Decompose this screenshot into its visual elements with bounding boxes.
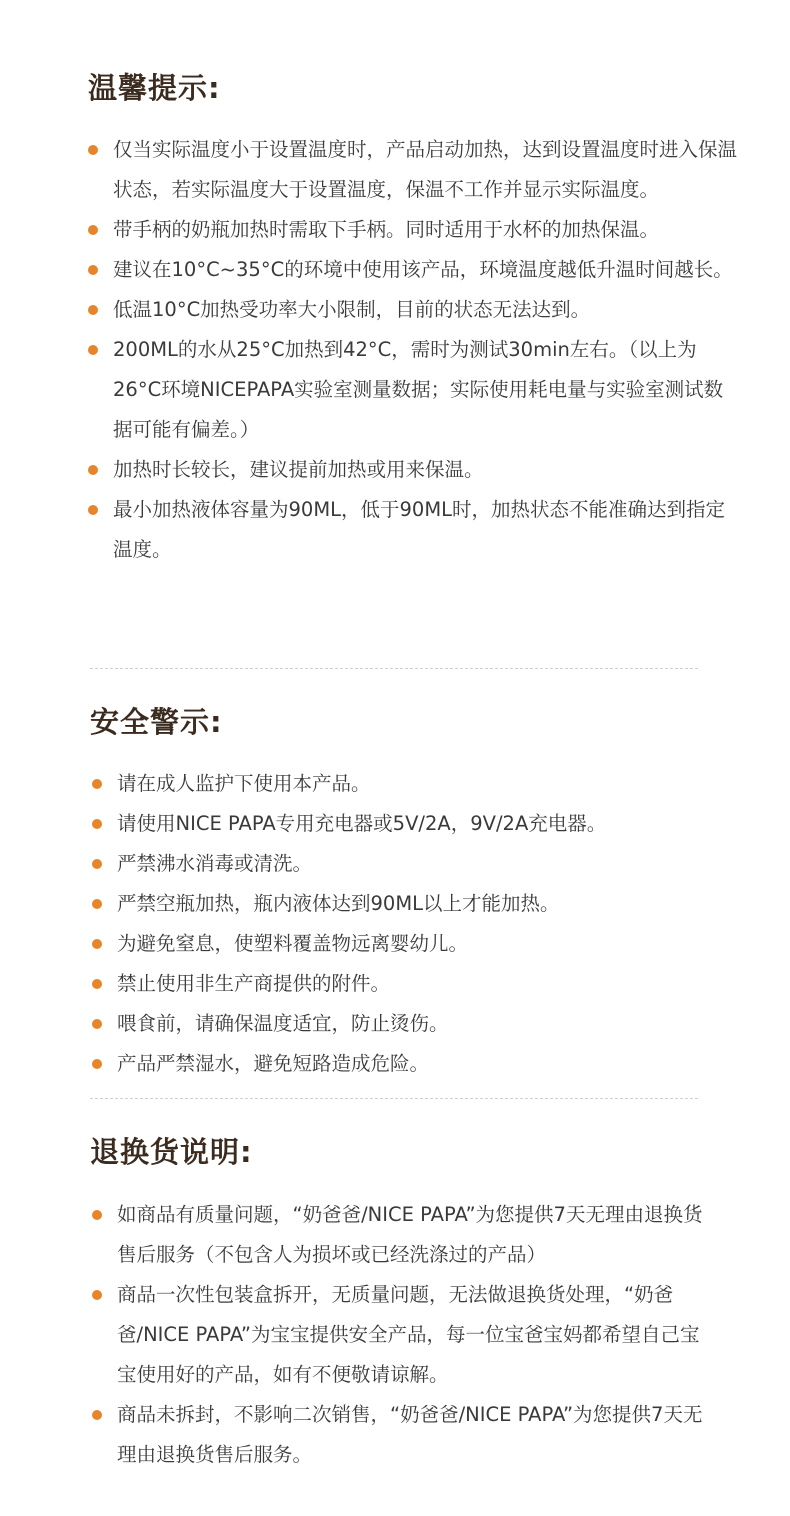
bullet-icon	[92, 939, 102, 949]
list-item-text: 低温10°C加热受功率大小限制，目前的状态无法达到。	[113, 298, 591, 321]
list-item	[117, 924, 737, 964]
list-item	[117, 1275, 715, 1395]
list-item-text: 建议在10°C~35°C的环境中使用该产品，环境温度越低升温时间越长。	[113, 258, 733, 281]
list-item	[117, 884, 737, 924]
section-divider	[90, 1098, 698, 1099]
bullet-icon	[92, 1019, 102, 1029]
list-item	[113, 450, 738, 490]
bullet-icon	[92, 979, 102, 989]
bullet-icon	[88, 145, 98, 155]
bullet-icon	[88, 345, 98, 355]
list-item-text: 请在成人监护下使用本产品。	[117, 772, 371, 795]
list-item	[117, 844, 737, 884]
list-item-text: 200ML的水从25°C加热到42°C，需时为测试30min左右。（以上为26°C环境NICEPAPA实验室测量数据；实际使用耗电量与实验室测试数据可能有偏差。）	[113, 338, 724, 441]
list-item	[113, 290, 738, 330]
bullet-icon	[92, 1210, 102, 1220]
bullet-icon	[88, 505, 98, 515]
list-item	[117, 964, 737, 1004]
list-item-text: 加热时长较长，建议提前加热或用来保温。	[113, 458, 484, 481]
list-item-text: 严禁沸水消毒或清洗。	[117, 852, 313, 875]
section-return-policy	[0, 1130, 790, 1475]
bullet-icon	[88, 465, 98, 475]
list-item	[113, 250, 738, 290]
list-item	[113, 210, 738, 250]
bullet-icon	[92, 1059, 102, 1069]
list-item-text: 为避免窒息，使塑料覆盖物远离婴幼儿。	[117, 932, 469, 955]
list-item-text: 商品未拆封，不影响二次销售，“奶爸爸/NICE PAPA”为您提供7天无理由退换货售后服务。	[117, 1403, 703, 1466]
bullet-icon	[92, 779, 102, 789]
list-item	[117, 1195, 715, 1275]
list-item	[113, 490, 738, 570]
list-item	[113, 330, 738, 450]
bullet-icon	[92, 819, 102, 829]
bullet-icon	[88, 225, 98, 235]
section-divider	[90, 668, 698, 669]
list-item	[117, 764, 737, 804]
list-item	[117, 1004, 737, 1044]
section-title: 温馨提示:	[88, 71, 221, 105]
section-title: 退换货说明:	[90, 1135, 253, 1169]
section-safety-warnings	[0, 700, 790, 1084]
bullet-icon	[92, 1410, 102, 1420]
list-item-text: 严禁空瓶加热，瓶内液体达到90ML以上才能加热。	[117, 892, 560, 915]
section-title: 安全警示:	[90, 705, 223, 739]
return-policy-list	[117, 1195, 715, 1475]
list-item-text: 产品严禁湿水，避免短路造成危险。	[117, 1052, 430, 1075]
list-item-text: 仅当实际温度小于设置温度时，产品启动加热，达到设置温度时进入保温状态，若实际温度大于设置温度，保温不工作并显示实际温度。	[113, 138, 738, 201]
bullet-icon	[92, 859, 102, 869]
list-item	[117, 804, 737, 844]
bullet-icon	[92, 899, 102, 909]
list-item-text: 最小加热液体容量为90ML，低于90ML时，加热状态不能准确达到指定温度。	[113, 498, 726, 561]
list-item-text: 如商品有质量问题，“奶爸爸/NICE PAPA”为您提供7天无理由退换货售后服务（不包含人为损坏或已经洗涤过的产品）	[117, 1203, 703, 1266]
list-item	[113, 130, 738, 210]
list-item-text: 商品一次性包装盒拆开，无质量问题，无法做退换货处理，“奶爸爸/NICE PAPA”为宝宝提供安全产品，每一位宝爸宝妈都希望自己宝宝使用好的产品，如有不便敬请谅解。	[117, 1283, 700, 1386]
bullet-icon	[88, 265, 98, 275]
bullet-icon	[92, 1290, 102, 1300]
list-item-text: 请使用NICE PAPA专用充电器或5V/2A，9V/2A充电器。	[117, 812, 607, 835]
bullet-icon	[88, 305, 98, 315]
list-item-text: 禁止使用非生产商提供的附件。	[117, 972, 391, 995]
warnings-list	[117, 764, 737, 1084]
list-item-text: 带手柄的奶瓶加热时需取下手柄。同时适用于水杯的加热保温。	[113, 218, 660, 241]
section-warm-tips	[0, 66, 790, 570]
list-item-text: 喂食前，请确保温度适宜，防止烫伤。	[117, 1012, 449, 1035]
tips-list	[113, 130, 738, 570]
list-item	[117, 1044, 737, 1084]
list-item	[117, 1395, 715, 1475]
